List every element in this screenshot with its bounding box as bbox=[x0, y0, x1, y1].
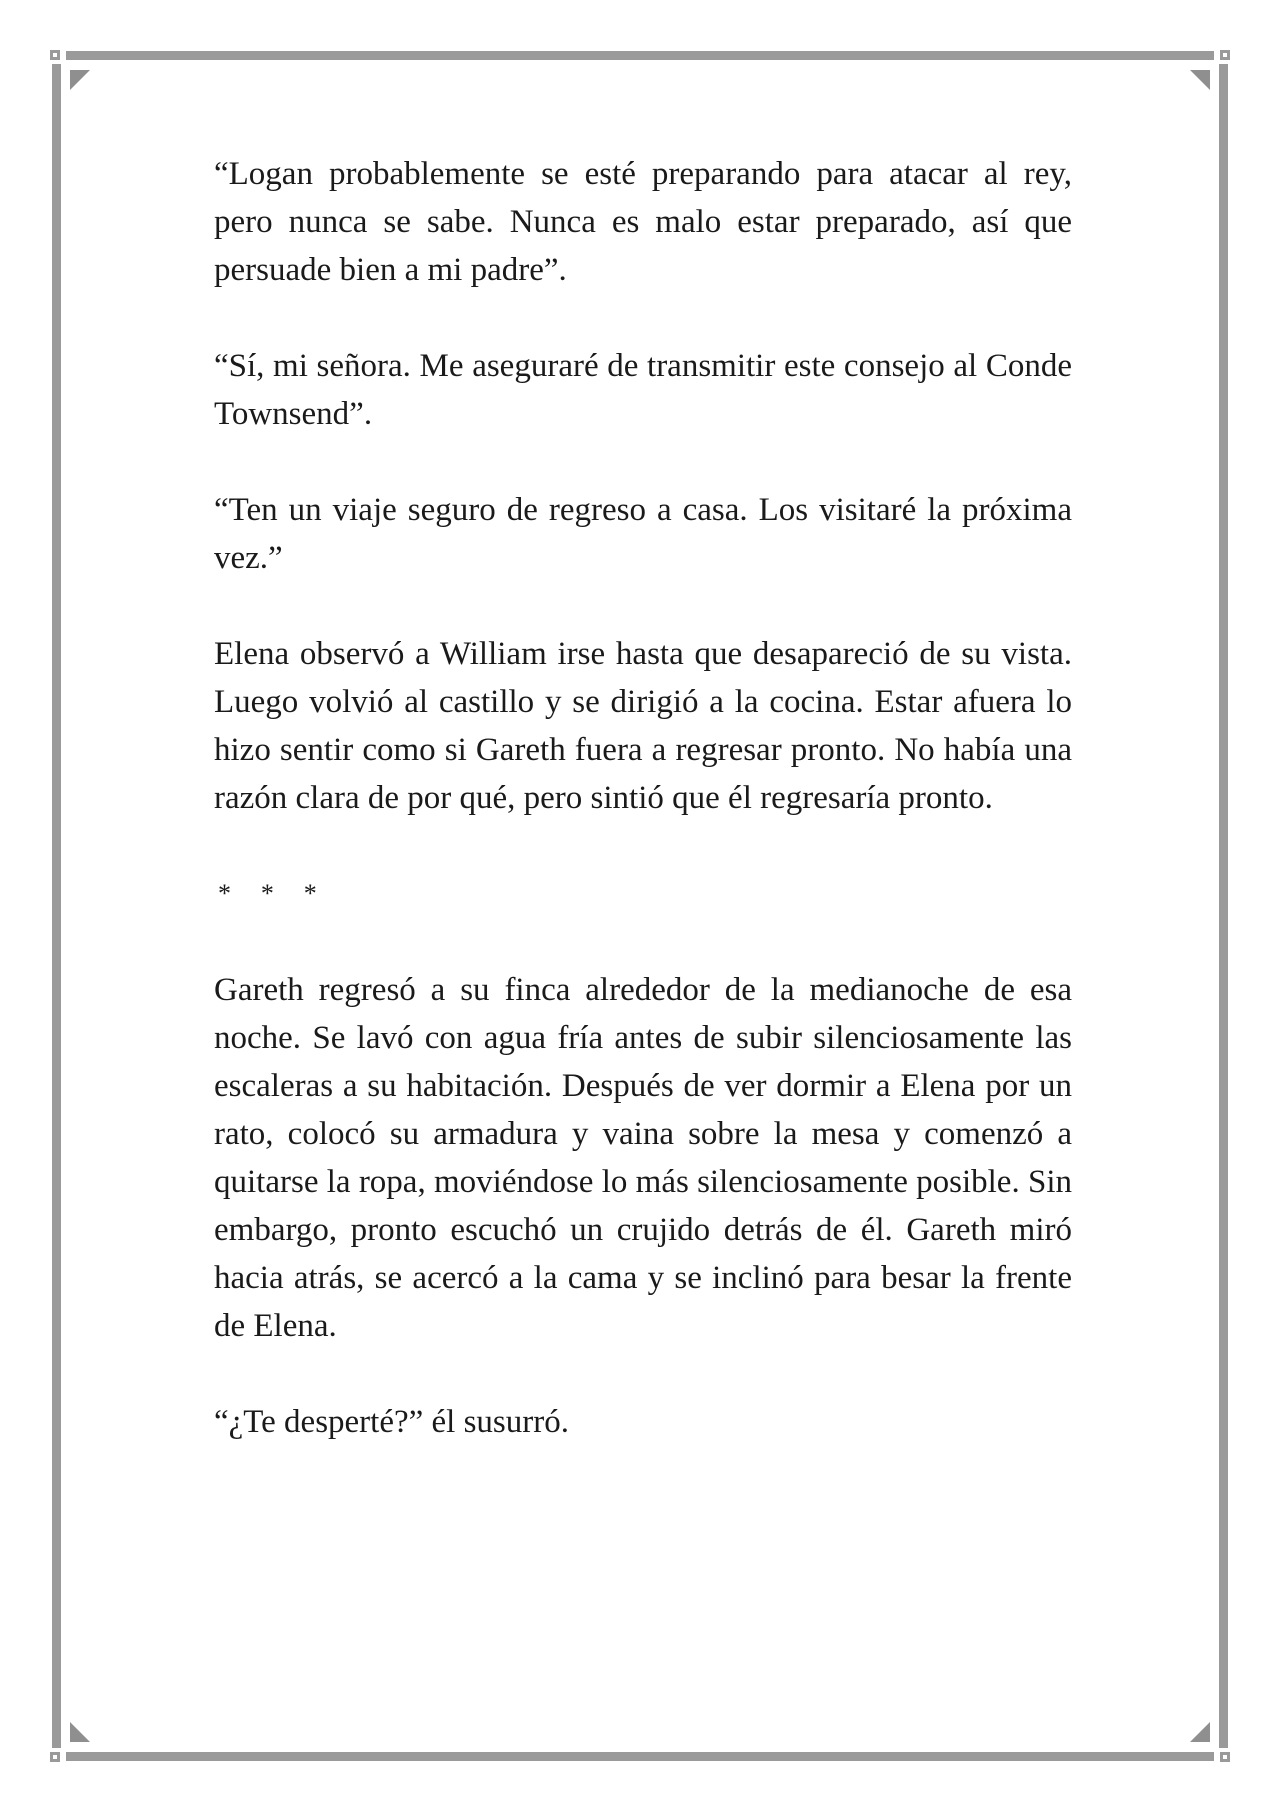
frame-corner-bottom-right bbox=[1220, 1752, 1230, 1762]
paragraph-dialogue-logan: “Logan probablemente se esté preparando para atacar al rey, pero nunca se sabe. Nunca es malo estar preparado, así que persuade bien a mi padre”. bbox=[214, 156, 1072, 288]
corner-ornament-top-left-icon bbox=[70, 70, 90, 90]
paragraph-dialogue-farewell: “Ten un viaje seguro de regreso a casa. Los visitaré la próxima vez.” bbox=[214, 492, 1072, 576]
corner-ornament-bottom-left-icon bbox=[70, 1722, 90, 1742]
frame-border-right bbox=[1219, 64, 1228, 1748]
frame-border-bottom bbox=[66, 1752, 1214, 1761]
corner-ornament-bottom-right-icon bbox=[1190, 1722, 1210, 1742]
paragraph-narration-gareth: Gareth regresó a su finca alrededor de la medianoche de esa noche. Se lavó con agua fría antes de subir silenciosamente las escaleras a su habitación. Después de ver dormir a Elena por un rato, colocó su armadura y vaina sobre la mesa y comenzó a quitarse la ropa, moviéndose lo más silenciosamente posible. Sin embargo, pronto escuchó un crujido detrás de él. Gareth miró hacia atrás, se acercó a la cama y se inclinó para besar la frente de Elena. bbox=[214, 972, 1072, 1344]
frame-corner-top-right bbox=[1220, 50, 1230, 60]
corner-ornament-top-right-icon bbox=[1190, 70, 1210, 90]
paragraph-dialogue-reply: “Sí, mi señora. Me aseguraré de transmitir este consejo al Conde Townsend”. bbox=[214, 348, 1072, 432]
frame-border-left bbox=[52, 64, 61, 1748]
paragraph-narration-elena: Elena observó a William irse hasta que desapareció de su vista. Luego volvió al castillo y se dirigió a la cocina. Estar afuera lo hizo sentir como si Gareth fuera a regresar pronto. No había una razón clara de por qué, pero sintió que él regresaría pronto. bbox=[214, 636, 1072, 816]
paragraph-dialogue-whisper: “¿Te desperté?” él susurró. bbox=[214, 1404, 570, 1440]
scene-break: * * * bbox=[218, 879, 329, 908]
page-body-text bbox=[214, 150, 1072, 1494]
frame-corner-bottom-left bbox=[50, 1752, 60, 1762]
frame-border-top bbox=[66, 51, 1214, 60]
frame-corner-top-left bbox=[50, 50, 60, 60]
